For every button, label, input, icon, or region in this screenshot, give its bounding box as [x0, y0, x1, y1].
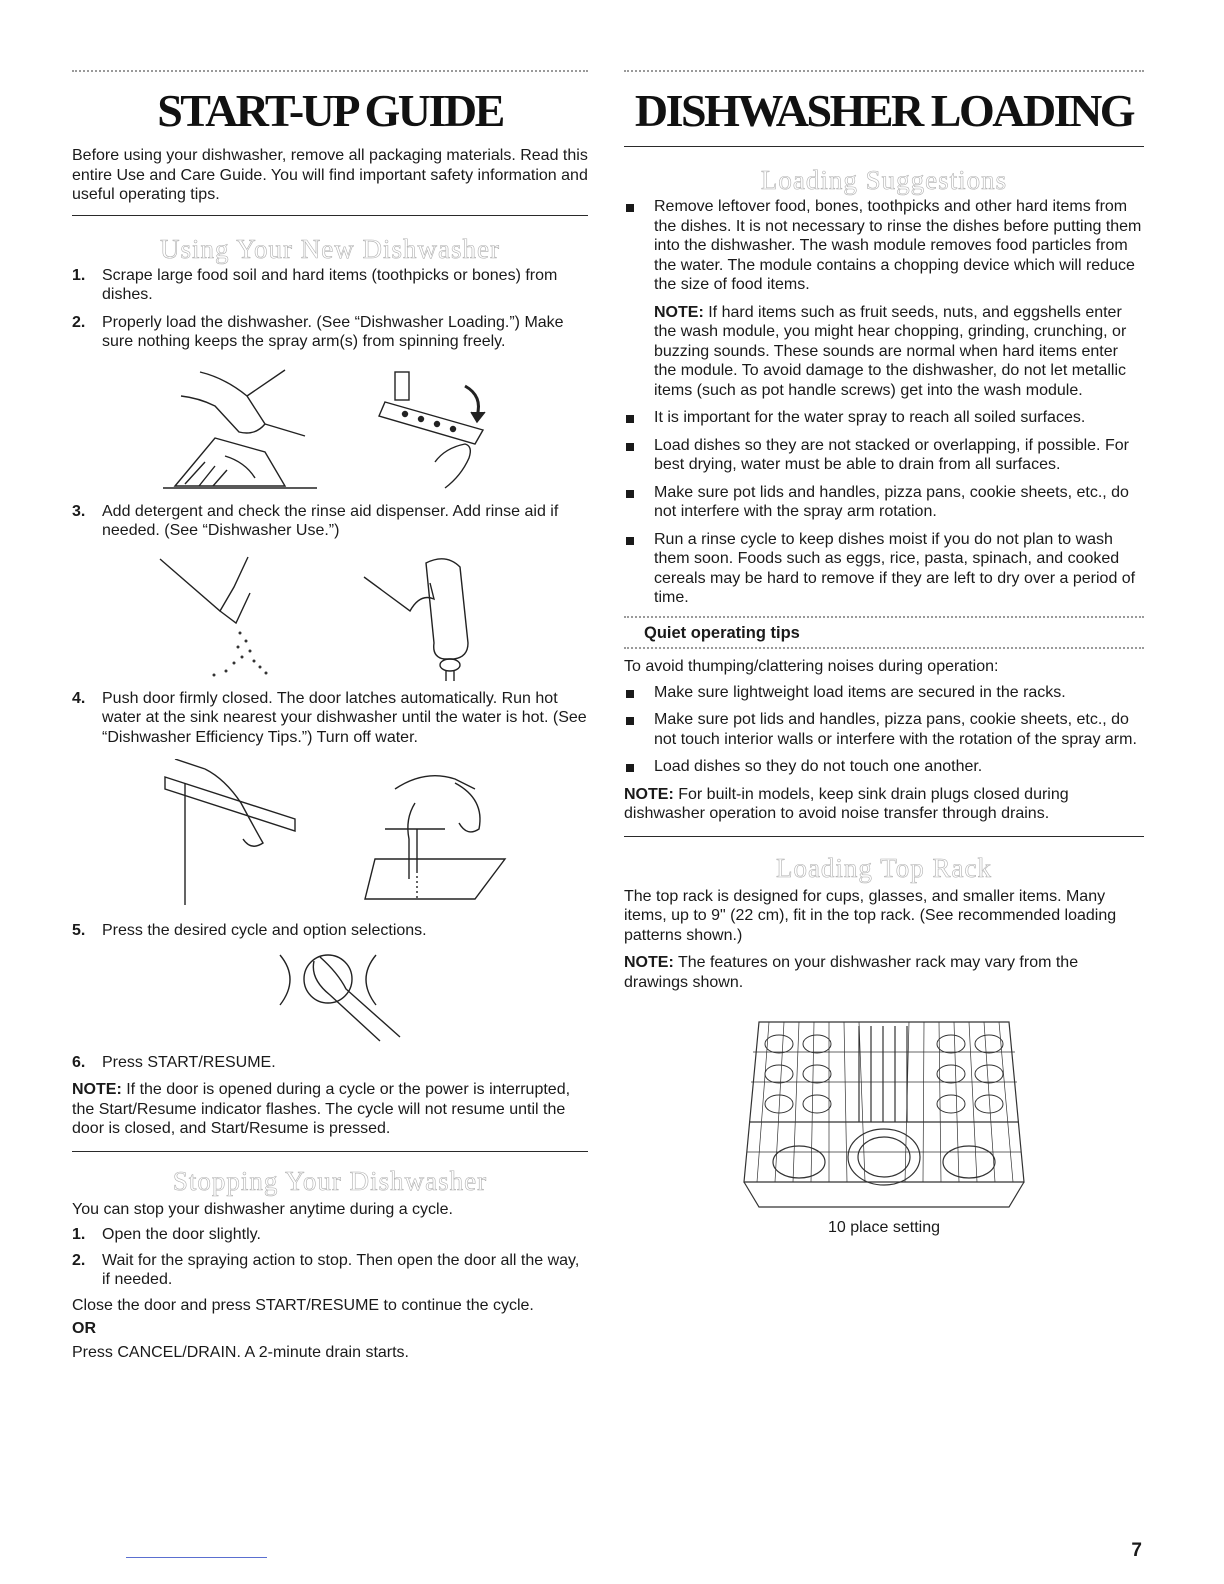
page-number: 7 [1131, 1540, 1142, 1561]
step-3 [72, 502, 588, 541]
top-dotted-rule [624, 70, 1144, 72]
closing-door-drawing [145, 759, 315, 907]
scrape-load-illustration [72, 366, 588, 494]
step-text: Wait for the spraying action to stop. Then open the door all the way, if needed. [102, 1251, 580, 1288]
door-faucet-illustration [72, 759, 588, 909]
loading-suggestions-heading: Loading Suggestions [760, 165, 1008, 195]
suggestion-item [624, 197, 1144, 400]
quiet-tips-top-rule [624, 616, 1144, 618]
step-text: Add detergent and check the rinse aid dispenser. Add rinse aid if needed. (See “Dishwasher Use.”) [102, 502, 559, 539]
suggestion-text: Make sure pot lids and handles, pizza pans, cookie sheets, etc., do not interfere with the spray arm rotation. [654, 483, 1129, 520]
suggestion-text: Run a rinse cycle to keep dishes moist if you do not plan to wash them soon. Foods such as eggs, rice, pasta, spinach, and cooked cereals may be hard to remove if they are left to dry over a period of time. [654, 530, 1136, 606]
stop-step-1 [72, 1225, 588, 1245]
step-text: Press the desired cycle and option selections. [102, 922, 427, 939]
note-text: The features on your dishwasher rack may vary from the drawings shown. [624, 954, 1079, 991]
top-rack-loading-drawing [739, 1012, 1029, 1212]
quiet-tips-intro: To avoid thumping/clattering noises during operation: [624, 658, 999, 675]
quiet-tip-text: Load dishes so they do not touch one another. [654, 758, 983, 775]
cancel-drain-text: Press CANCEL/DRAIN. A 2-minute drain starts. [72, 1343, 409, 1361]
section-rule [72, 215, 588, 216]
step-text: Properly load the dishwasher. (See “Dishwasher Loading.”) Make sure nothing keeps the spray arm(s) from spinning freely. [102, 313, 564, 350]
step-text: Scrape large food soil and hard items (toothpicks or bones) from dishes. [102, 266, 558, 303]
step-number: 1. [72, 266, 86, 284]
note-text: If hard items such as fruit seeds, nuts, and eggshells enter the wash module, you might hear chopping, grinding, crunching, or buzzing sounds. These sounds are normal when hard items enter the module. To avoid damage to the dishwasher, do not let metallic items (such as pot handle screws) get into the wash module. [654, 303, 1127, 399]
quiet-tip-item [624, 683, 1144, 703]
step-number: 6. [72, 1053, 86, 1071]
step-number: 3. [72, 502, 86, 520]
quiet-tips-bottom-rule [624, 647, 1144, 649]
detergent-illustration [72, 553, 588, 683]
door-opened-note [72, 1080, 588, 1139]
stopping-steps [72, 1225, 588, 1290]
suggestion-item [624, 436, 1144, 475]
section-rule [624, 146, 1144, 147]
suggestion-text: Load dishes so they are not stacked or overlapping, if possible. For best drying, water must be able to drain from all surfaces. [654, 436, 1129, 473]
start-up-guide-title: START-UP GUIDE [157, 85, 503, 136]
scraping-dishes-drawing [155, 366, 325, 492]
quiet-operating-tips-heading: Quiet operating tips [644, 623, 800, 642]
start-up-steps-cont3 [72, 921, 588, 941]
built-in-models-note [624, 785, 1144, 824]
start-up-steps-cont4 [72, 1053, 588, 1073]
note-label: NOTE: [624, 954, 674, 971]
start-up-steps [72, 266, 588, 352]
quiet-tips-list [624, 683, 1144, 777]
hard-items-note [654, 303, 1144, 401]
using-your-new-dishwasher-heading: Using Your New Dishwasher [160, 233, 500, 264]
start-up-steps-cont2 [72, 689, 588, 748]
step-text: Open the door slightly. [102, 1226, 261, 1243]
quiet-tip-text: Make sure pot lids and handles, pizza pans, cookie sheets, etc., do not touch interior walls or interfere with the rotation of the spray arm. [654, 711, 1137, 748]
section-rule [72, 1151, 588, 1152]
top-rack-intro: The top rack is designed for cups, glasses, and smaller items. Many items, up to 9" (22 cm), fit in the top rack. (See recommended loading patterns shown.) [624, 887, 1117, 944]
step-number: 5. [72, 922, 86, 939]
pressing-button-drawing [250, 949, 410, 1045]
suggestion-item [624, 483, 1144, 522]
loading-suggestions-list [624, 197, 1144, 608]
step-number: 1. [72, 1226, 86, 1243]
close-door-text: Close the door and press START/RESUME to continue the cycle. [72, 1296, 534, 1314]
section-rule [624, 836, 1144, 837]
step-2 [72, 313, 588, 352]
step-number: 2. [72, 313, 86, 331]
note-label: NOTE: [654, 303, 704, 321]
stopping-intro: You can stop your dishwasher anytime during a cycle. [72, 1200, 453, 1218]
suggestion-item [624, 408, 1144, 428]
note-label: NOTE: [72, 1081, 122, 1098]
start-up-steps-cont [72, 502, 588, 541]
step-1 [72, 266, 588, 305]
suggestion-text: It is important for the water spray to reach all soiled surfaces. [654, 409, 1086, 426]
rinse-aid-bottle-drawing [360, 553, 510, 681]
spray-arm-drawing [365, 366, 505, 492]
top-rack-illustration [624, 1012, 1144, 1212]
suggestion-text: Remove leftover food, bones, toothpicks and other hard items from the dishes. It is not necessary to rinse the dishes before putting them into the dishwasher. The wash module removes food particles from the water. The module contains a chopping device which will reduce the size of food items. [654, 198, 1142, 293]
step-text: Push door firmly closed. The door latches automatically. Run hot water at the sink nearest your dishwasher until the water is hot. (See “Dishwasher Efficiency Tips.”) Turn off water. [102, 689, 587, 746]
place-setting-caption: 10 place setting [827, 1219, 941, 1236]
quiet-tip-item [624, 710, 1144, 749]
button-press-illustration [72, 949, 588, 1049]
running-faucet-drawing [355, 759, 515, 907]
step-number: 4. [72, 689, 86, 707]
start-up-intro: Before using your dishwasher, remove all packaging materials. Read this entire Use and Care Guide. You will find important safety information and useful operating tips. [72, 147, 588, 203]
start-up-guide-column [72, 70, 588, 1362]
or-label: OR [72, 1320, 96, 1337]
rack-features-note [624, 953, 1144, 992]
stop-step-2 [72, 1251, 588, 1290]
stopping-your-dishwasher-heading: Stopping Your Dishwasher [172, 1165, 488, 1196]
pouring-detergent-drawing [150, 553, 320, 681]
quiet-tip-text: Make sure lightweight load items are secured in the racks. [654, 683, 1066, 701]
footer-underline [126, 1557, 267, 1558]
top-dotted-rule [72, 70, 588, 72]
note-text: If the door is opened during a cycle or the power is interrupted, the Start/Resume indicator flashes. The cycle will not resume until the door is closed, and Start/Resume is pressed. [72, 1081, 571, 1137]
loading-top-rack-heading: Loading Top Rack [775, 852, 993, 883]
quiet-tip-item [624, 757, 1144, 777]
dishwasher-loading-title: DISHWASHER LOADING [634, 85, 1134, 136]
note-label: NOTE: [624, 785, 674, 803]
dishwasher-loading-column [624, 70, 1144, 1238]
step-text: Press START/RESUME. [102, 1053, 276, 1071]
note-text: For built-in models, keep sink drain plugs closed during dishwasher operation to avoid noise transfer through drains. [624, 785, 1069, 822]
step-4 [72, 689, 588, 748]
step-number: 2. [72, 1251, 86, 1269]
suggestion-item [624, 530, 1144, 608]
step-6 [72, 1053, 588, 1073]
step-5 [72, 921, 588, 941]
